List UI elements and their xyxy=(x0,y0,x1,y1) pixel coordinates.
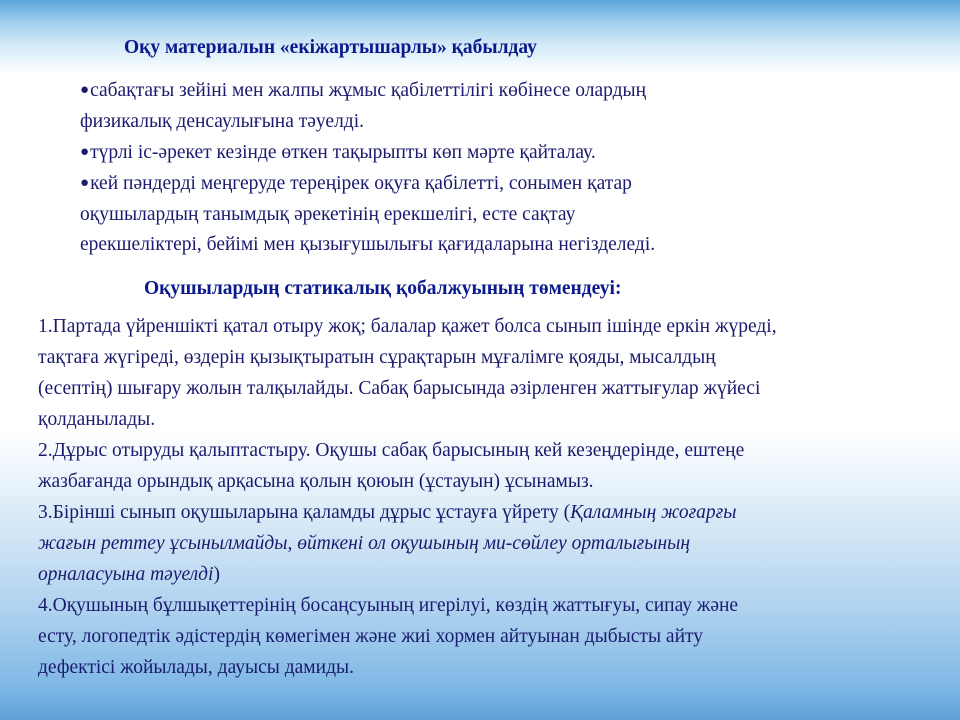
italic-note-line: жағын реттеу ұсынылмайды, өйткені ол оқушының ми-сөйлеу орталығының xyxy=(38,533,691,554)
numbered-item-3-line: орналасуына тәуелді) xyxy=(38,564,220,585)
bullet-dot-icon: ● xyxy=(80,144,90,160)
numbered-item-4-line: есту, логопедтік әдістердің көмегімен және жиі хормен айтуынан дыбысты айту xyxy=(38,626,704,647)
italic-note: орналасуына тәуелді xyxy=(38,564,214,585)
numbered-item-1-line: тақтаға жүгіреді, өздерін қызықтыратын сұрақтарын мұғалімге қояды, мысалдың xyxy=(38,347,716,368)
numbered-item-2: 2.Дұрыс отыруды қалыптастыру. Оқушы сабақ барысының кей кезеңдерінде, ештеңе xyxy=(38,440,745,461)
bullet-item: ●түрлі іс-әрекет кезінде өткен тақырыпты көп мәрте қайталау. xyxy=(80,142,596,163)
bullet-item-continuation: оқушылардың танымдық әрекетінің ерекшелігі, есте сақтау xyxy=(80,204,576,225)
bullet-item: ●сабақтағы зейіні мен жалпы жұмыс қабілеттілігі көбінесе олардың xyxy=(80,80,647,101)
numbered-item-1-line: (есептің) шығару жолын талқылайды. Сабақ барысында әзірленген жаттығулар жүйесі xyxy=(38,378,761,399)
bullet-item-continuation: физикалық денсаулығына тәуелді. xyxy=(80,111,365,132)
numbered-item-2-line: жазбағанда орындық арқасына қолын қоюын (ұстауын) ұсынамыз. xyxy=(38,471,594,492)
bullet-dot-icon: ● xyxy=(80,82,90,98)
numbered-item-1: 1.Партада үйреншікті қатал отыру жоқ; балалар қажет болса сынып ішінде еркін жүреді, xyxy=(38,316,777,337)
bullet-item-continuation: ерекшеліктері, бейімі мен қызығушылығы қағидаларына негізделеді. xyxy=(80,234,656,255)
numbered-item-4-line: дефектісі жойылады, дауысы дамиды. xyxy=(38,657,354,678)
bullet-item: ●кей пәндерді меңгеруде тереңірек оқуға қабілетті, сонымен қатар xyxy=(80,173,632,194)
numbered-item-3: 3.Бірінші сынып оқушыларына қаламды дұрыс ұстауға үйрету (Қаламның жоғарғы xyxy=(38,502,737,523)
numbered-item-4: 4.Оқушының бұлшықеттерінің босаңсуының игерілуі, көздің жаттығуы, сипау және xyxy=(38,595,739,616)
slide-title: Оқу материалын «екіжартышарлы» қабылдау xyxy=(124,37,537,58)
section-subtitle: Оқушылардың статикалық қобалжуының төмендеуі: xyxy=(144,278,622,299)
italic-note: Қаламның жоғарғы xyxy=(570,502,737,523)
bullet-dot-icon: ● xyxy=(80,175,90,191)
numbered-item-1-line: қолданылады. xyxy=(38,409,156,430)
